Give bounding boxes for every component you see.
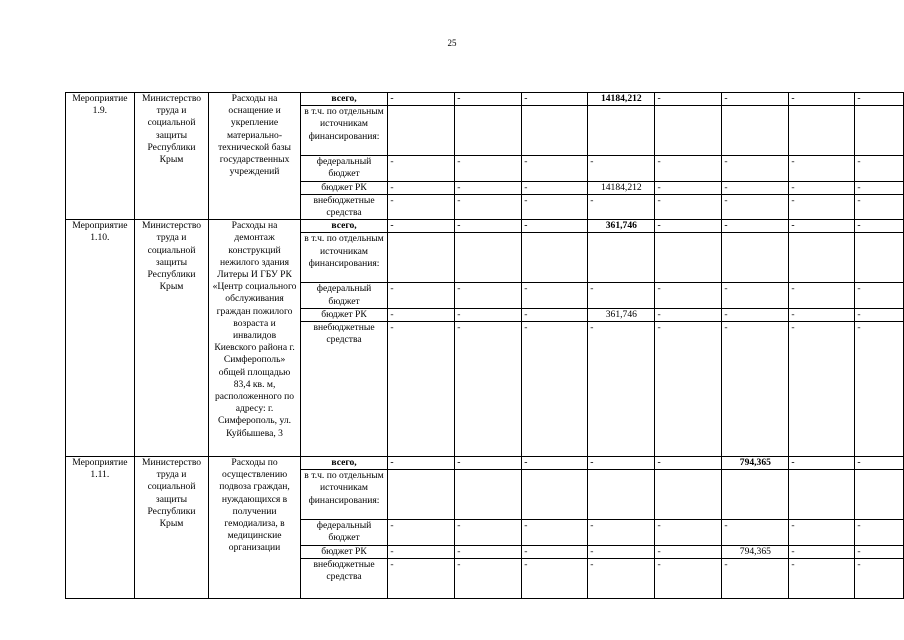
value-cell: - bbox=[522, 181, 588, 194]
value-cell: - bbox=[789, 220, 855, 233]
value-cell: - bbox=[855, 520, 904, 545]
value-cell: - bbox=[789, 520, 855, 545]
value-cell: 14184,212 bbox=[588, 181, 655, 194]
value-cell: - bbox=[789, 181, 855, 194]
value-cell: - bbox=[655, 93, 722, 106]
value-cell: - bbox=[455, 545, 522, 558]
responsible-org: Министерство труда и социальной защиты Республики Крым bbox=[134, 220, 209, 457]
value-cell: - bbox=[855, 194, 904, 219]
funding-source-label: внебюджетные средства bbox=[300, 322, 388, 457]
empty-cell bbox=[722, 470, 789, 520]
value-cell: - bbox=[789, 457, 855, 470]
value-cell: - bbox=[388, 308, 455, 321]
value-cell: - bbox=[455, 457, 522, 470]
funding-source-label: всего, bbox=[300, 457, 388, 470]
value-cell: - bbox=[722, 156, 789, 181]
funding-source-label: в т.ч. по отдельным источникам финансирования: bbox=[300, 106, 388, 156]
value-cell: - bbox=[388, 558, 455, 598]
value-cell: - bbox=[789, 558, 855, 598]
empty-cell bbox=[522, 106, 588, 156]
value-cell: - bbox=[455, 283, 522, 308]
funding-source-label: всего, bbox=[300, 93, 388, 106]
value-cell: - bbox=[655, 558, 722, 598]
value-cell: - bbox=[655, 308, 722, 321]
value-cell: - bbox=[522, 308, 588, 321]
value-cell: - bbox=[722, 322, 789, 457]
value-cell: - bbox=[455, 93, 522, 106]
funding-source-label: федеральный бюджет bbox=[300, 156, 388, 181]
value-cell: - bbox=[588, 283, 655, 308]
empty-cell bbox=[655, 470, 722, 520]
empty-cell bbox=[455, 106, 522, 156]
funding-source-label: федеральный бюджет bbox=[300, 283, 388, 308]
value-cell: - bbox=[588, 520, 655, 545]
value-cell: - bbox=[655, 457, 722, 470]
value-cell: - bbox=[388, 194, 455, 219]
activity-description: Расходы по осуществлению подвоза граждан, нуждающихся в получении гемодиализа, в медицинские организации bbox=[209, 457, 300, 599]
funding-source-label: в т.ч. по отдельным источникам финансирования: bbox=[300, 470, 388, 520]
value-cell: - bbox=[522, 520, 588, 545]
value-cell: - bbox=[855, 156, 904, 181]
empty-cell bbox=[722, 233, 789, 283]
value-cell: - bbox=[522, 545, 588, 558]
activity-description: Расходы на оснащение и укрепление материально-технической базы государственных учреждений bbox=[209, 93, 300, 220]
value-cell: - bbox=[522, 283, 588, 308]
value-cell: - bbox=[388, 545, 455, 558]
empty-cell bbox=[388, 233, 455, 283]
value-cell: - bbox=[522, 194, 588, 219]
value-cell: - bbox=[722, 558, 789, 598]
empty-cell bbox=[655, 106, 722, 156]
value-cell: - bbox=[455, 558, 522, 598]
empty-cell bbox=[655, 233, 722, 283]
responsible-org: Министерство труда и социальной защиты Республики Крым bbox=[134, 93, 209, 220]
value-cell: - bbox=[655, 181, 722, 194]
empty-cell bbox=[789, 233, 855, 283]
value-cell: - bbox=[455, 194, 522, 219]
empty-cell bbox=[455, 470, 522, 520]
funding-source-label: внебюджетные средства bbox=[300, 558, 388, 598]
value-cell: - bbox=[522, 558, 588, 598]
activity-name: Мероприятие 1.9. bbox=[66, 93, 135, 220]
value-cell: - bbox=[789, 194, 855, 219]
value-cell: - bbox=[522, 220, 588, 233]
value-cell: - bbox=[855, 558, 904, 598]
value-cell: - bbox=[855, 93, 904, 106]
value-cell: - bbox=[455, 308, 522, 321]
empty-cell bbox=[455, 233, 522, 283]
funding-table bbox=[65, 92, 904, 599]
value-cell: - bbox=[388, 283, 455, 308]
value-cell: - bbox=[722, 283, 789, 308]
value-cell: 361,746 bbox=[588, 220, 655, 233]
value-cell: - bbox=[789, 545, 855, 558]
value-cell: - bbox=[855, 283, 904, 308]
value-cell: - bbox=[588, 156, 655, 181]
value-cell: - bbox=[722, 220, 789, 233]
empty-cell bbox=[388, 470, 455, 520]
funding-source-label: бюджет РК bbox=[300, 181, 388, 194]
value-cell: - bbox=[388, 322, 455, 457]
empty-cell bbox=[522, 233, 588, 283]
table-row bbox=[66, 93, 904, 106]
value-cell: - bbox=[855, 220, 904, 233]
value-cell: - bbox=[789, 156, 855, 181]
value-cell: - bbox=[789, 308, 855, 321]
value-cell: - bbox=[522, 457, 588, 470]
empty-cell bbox=[722, 106, 789, 156]
value-cell: - bbox=[522, 93, 588, 106]
funding-source-label: бюджет РК bbox=[300, 308, 388, 321]
value-cell: - bbox=[588, 558, 655, 598]
value-cell: - bbox=[455, 181, 522, 194]
value-cell: - bbox=[588, 194, 655, 219]
value-cell: - bbox=[655, 283, 722, 308]
funding-source-label: федеральный бюджет bbox=[300, 520, 388, 545]
table-row bbox=[66, 457, 904, 470]
funding-source-label: бюджет РК bbox=[300, 545, 388, 558]
empty-cell bbox=[588, 233, 655, 283]
value-cell: - bbox=[855, 545, 904, 558]
value-cell: - bbox=[855, 457, 904, 470]
value-cell: - bbox=[388, 181, 455, 194]
value-cell: - bbox=[455, 322, 522, 457]
value-cell: - bbox=[388, 156, 455, 181]
value-cell: - bbox=[855, 308, 904, 321]
empty-cell bbox=[789, 106, 855, 156]
value-cell: - bbox=[789, 283, 855, 308]
activity-name: Мероприятие 1.10. bbox=[66, 220, 135, 457]
funding-source-label: внебюджетные средства bbox=[300, 194, 388, 219]
empty-cell bbox=[588, 106, 655, 156]
value-cell: - bbox=[522, 322, 588, 457]
value-cell: - bbox=[655, 220, 722, 233]
empty-cell bbox=[855, 106, 904, 156]
table-row bbox=[66, 220, 904, 233]
value-cell: - bbox=[855, 322, 904, 457]
value-cell: - bbox=[588, 545, 655, 558]
value-cell: - bbox=[455, 156, 522, 181]
activity-description: Расходы на демонтаж конструкций нежилого здания Литеры И ГБУ РК «Центр социального обслуживания граждан пожилого возраста и инвалидов Киевского района г. Симферополь» общей площадью 83,4 кв. м, расположенного по адресу: г. Симферополь, ул. Куйбышева, 3 bbox=[209, 220, 300, 457]
value-cell: - bbox=[655, 156, 722, 181]
value-cell: - bbox=[655, 322, 722, 457]
value-cell: - bbox=[388, 457, 455, 470]
responsible-org: Министерство труда и социальной защиты Республики Крым bbox=[134, 457, 209, 599]
value-cell: - bbox=[655, 545, 722, 558]
empty-cell bbox=[588, 470, 655, 520]
value-cell: - bbox=[722, 520, 789, 545]
value-cell: 361,746 bbox=[588, 308, 655, 321]
empty-cell bbox=[522, 470, 588, 520]
value-cell: - bbox=[722, 181, 789, 194]
value-cell: - bbox=[388, 220, 455, 233]
funding-source-label: в т.ч. по отдельным источникам финансирования: bbox=[300, 233, 388, 283]
value-cell: - bbox=[588, 457, 655, 470]
value-cell: - bbox=[855, 181, 904, 194]
value-cell: - bbox=[455, 520, 522, 545]
value-cell: - bbox=[722, 93, 789, 106]
value-cell: 794,365 bbox=[722, 545, 789, 558]
value-cell: - bbox=[722, 194, 789, 219]
value-cell: 794,365 bbox=[722, 457, 789, 470]
value-cell: - bbox=[588, 322, 655, 457]
value-cell: - bbox=[522, 156, 588, 181]
value-cell: - bbox=[789, 322, 855, 457]
value-cell: - bbox=[455, 220, 522, 233]
value-cell: - bbox=[655, 520, 722, 545]
value-cell: - bbox=[722, 308, 789, 321]
value-cell: - bbox=[789, 93, 855, 106]
value-cell: 14184,212 bbox=[588, 93, 655, 106]
value-cell: - bbox=[388, 520, 455, 545]
activity-name: Мероприятие 1.11. bbox=[66, 457, 135, 599]
empty-cell bbox=[855, 233, 904, 283]
value-cell: - bbox=[655, 194, 722, 219]
empty-cell bbox=[789, 470, 855, 520]
empty-cell bbox=[388, 106, 455, 156]
page-number: 25 bbox=[447, 38, 457, 48]
funding-source-label: всего, bbox=[300, 220, 388, 233]
value-cell: - bbox=[388, 93, 455, 106]
empty-cell bbox=[855, 470, 904, 520]
